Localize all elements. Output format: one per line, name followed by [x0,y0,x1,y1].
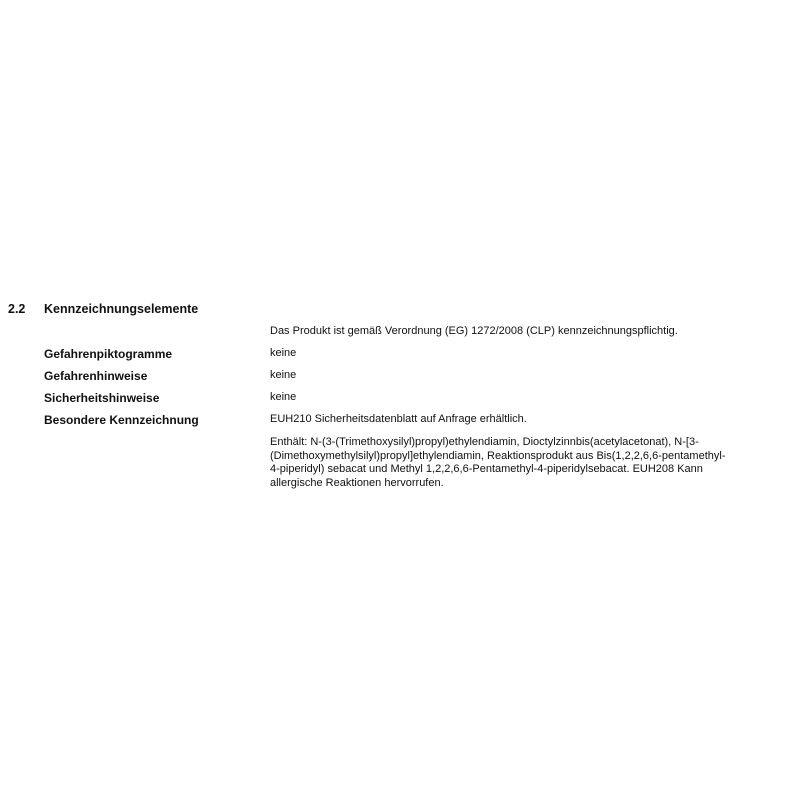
section-intro: Das Produkt ist gemäß Verordnung (EG) 1272/2008 (CLP) kennzeichnungspflichtig. [270,325,678,337]
section-title: Kennzeichnungselemente [44,302,199,316]
label-sicherheitshinweise: Sicherheitshinweise [44,391,160,405]
value-sicherheitshinweise: keine [270,391,297,403]
label-gefahrenhinweise: Gefahrenhinweise [44,369,148,383]
value-gefahrenhinweise: keine [270,369,297,381]
contains-paragraph [270,436,770,490]
label-besondere-kennzeichnung: Besondere Kennzeichnung [44,413,199,427]
contains-line: Enthält: N-(3-(Trimethoxysilyl)propyl)ethylendiamin, Dioctylzinnbis(acetylacetonat), N-[3- [270,436,699,448]
contains-line: (Dimethoxymethylsilyl)propyl]ethylendiamin, Reaktionsprodukt aus Bis(1,2,2,6,6-pentamethyl- [270,449,726,462]
value-gefahrenpiktogramme: keine [270,347,297,359]
section-number: 2.2 [8,302,26,316]
section-heading [8,302,198,316]
label-gefahrenpiktogramme: Gefahrenpiktogramme [44,347,173,361]
value-besondere-kennzeichnung: EUH210 Sicherheitsdatenblatt auf Anfrage erhältlich. [270,413,527,425]
contains-line: 4-piperidyl) sebacat und Methyl 1,2,2,6,6-Pentamethyl-4-piperidylsebacat. EUH208 Kann [270,463,703,475]
contains-line: allergische Reaktionen hervorrufen. [270,476,444,489]
